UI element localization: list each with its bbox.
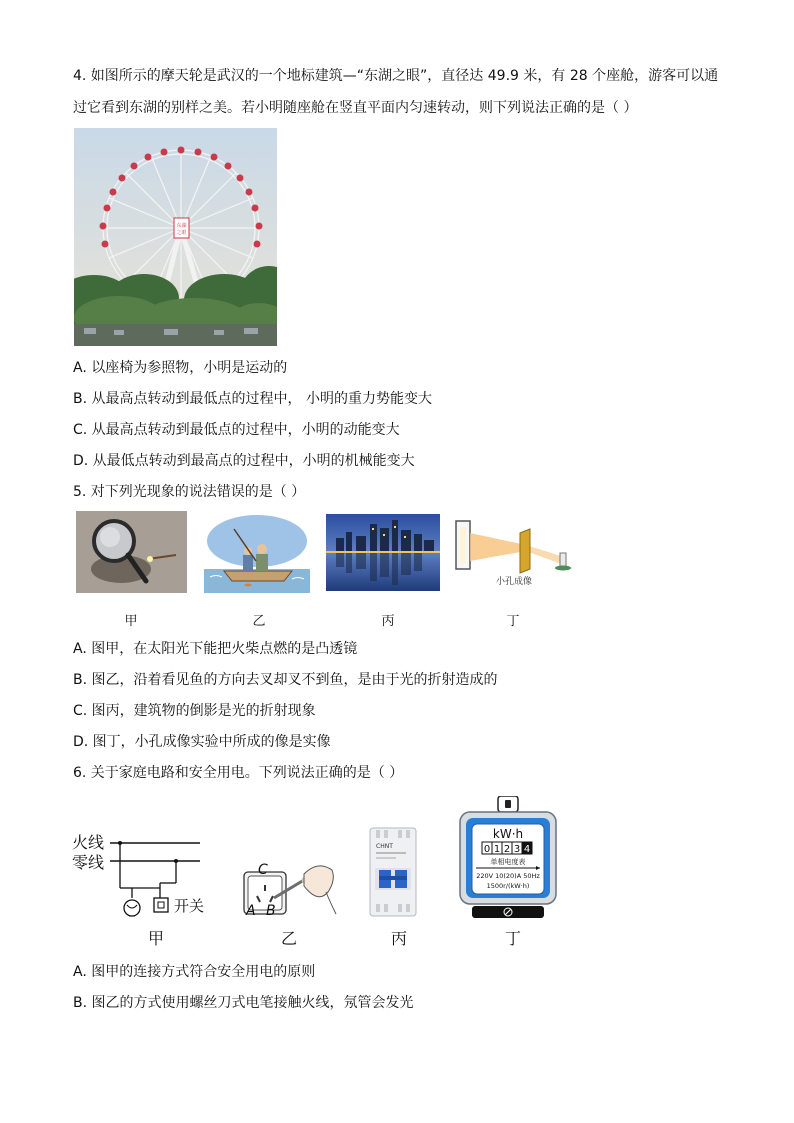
fishing-boat-illustration <box>204 511 310 593</box>
meter-digit-2: 1 <box>493 844 501 855</box>
q6-caption-bing: 丙 <box>390 929 407 948</box>
q4-option-c: C. 从最高点转动到最低点的过程中，小明的动能变大 <box>73 422 400 438</box>
wheel-sign-text-2: 之眼 <box>176 230 187 236</box>
q6-caption-yi: 乙 <box>280 929 297 948</box>
meter-spec-1: 220V 10(20)A 50Hz <box>476 872 540 880</box>
q5-stem: 5. 对下列光现象的说法错误的是（ ） <box>73 484 306 500</box>
q5-caption-bing: 丙 <box>381 614 395 629</box>
q6-caption-ding: 丁 <box>504 929 521 948</box>
pinhole-camera-diagram <box>452 511 576 593</box>
city-reflection-photo <box>326 514 440 591</box>
circuit-breaker-photo <box>366 826 420 918</box>
q6-option-a: A. 图甲的连接方式符合安全用电的原则 <box>73 964 316 980</box>
q5-caption-ding: 丁 <box>506 614 520 629</box>
neutral-wire-label: 零线 <box>72 853 105 872</box>
q6-option-b: B. 图乙的方式使用螺丝刀式电笔接触火线，氖管会发光 <box>73 995 414 1011</box>
pinhole-label: 小孔成像 <box>495 577 533 587</box>
socket-label-a: A <box>246 903 256 918</box>
q6-caption-jia: 甲 <box>147 929 164 948</box>
q6-stem: 6. 关于家庭电路和安全用电。下列说法正确的是（ ） <box>73 765 404 781</box>
socket-label-b: B <box>266 903 276 918</box>
meter-unit: kW·h <box>492 827 524 841</box>
ferris-wheel-photo <box>74 128 277 346</box>
q4-stem-line2: 过它看到东湖的别样之美。若小明随座舱在竖直平面内匀速转动，则下列说法正确的是（ ） <box>73 100 638 116</box>
electric-meter-illustration <box>458 796 558 920</box>
meter-title: 单相电度表 <box>490 858 526 866</box>
wheel-sign-text-1: 东湖 <box>176 223 187 229</box>
meter-digit-1: 0 <box>483 844 491 855</box>
meter-digit-4: 3 <box>513 844 521 855</box>
q4-option-b: B. 从最高点转动到最低点的过程中， 小明的重力势能变大 <box>73 391 432 407</box>
q4-option-a: A. 以座椅为参照物，小明是运动的 <box>73 360 288 376</box>
q5-option-c: C. 图丙，建筑物的倒影是光的折射现象 <box>73 703 316 719</box>
meter-digit-5: 4 <box>523 844 531 855</box>
q5-caption-jia: 甲 <box>124 614 138 629</box>
q4-stem-line1: 4. 如图所示的摩天轮是武汉的一个地标建筑—“东湖之眼”，直径达 49.9 米，有 28 个座舱，游客可以通 <box>73 68 719 84</box>
q5-option-d: D. 图丁，小孔成像实验中所成的像是实像 <box>73 734 331 750</box>
socket-label-c: C <box>258 862 268 878</box>
q5-caption-yi: 乙 <box>252 614 266 629</box>
household-circuit-diagram <box>70 828 220 923</box>
magnifier-photo <box>76 511 187 593</box>
live-wire-label: 火线 <box>72 833 105 852</box>
breaker-brand: CHNT <box>376 843 393 850</box>
switch-label: 开关 <box>174 897 205 915</box>
q5-option-b: B. 图乙，沿着看见鱼的方向去叉却叉不到鱼，是由于光的折射造成的 <box>73 672 498 688</box>
q4-option-d: D. 从最低点转动到最高点的过程中，小明的机械能变大 <box>73 453 415 469</box>
meter-digit-3: 2 <box>503 844 511 855</box>
meter-spec-2: 1500r/(kW·h) <box>486 882 530 890</box>
q5-option-a: A. 图甲，在太阳光下能把火柴点燃的是凸透镜 <box>73 641 358 657</box>
socket-tester-illustration <box>240 858 338 918</box>
